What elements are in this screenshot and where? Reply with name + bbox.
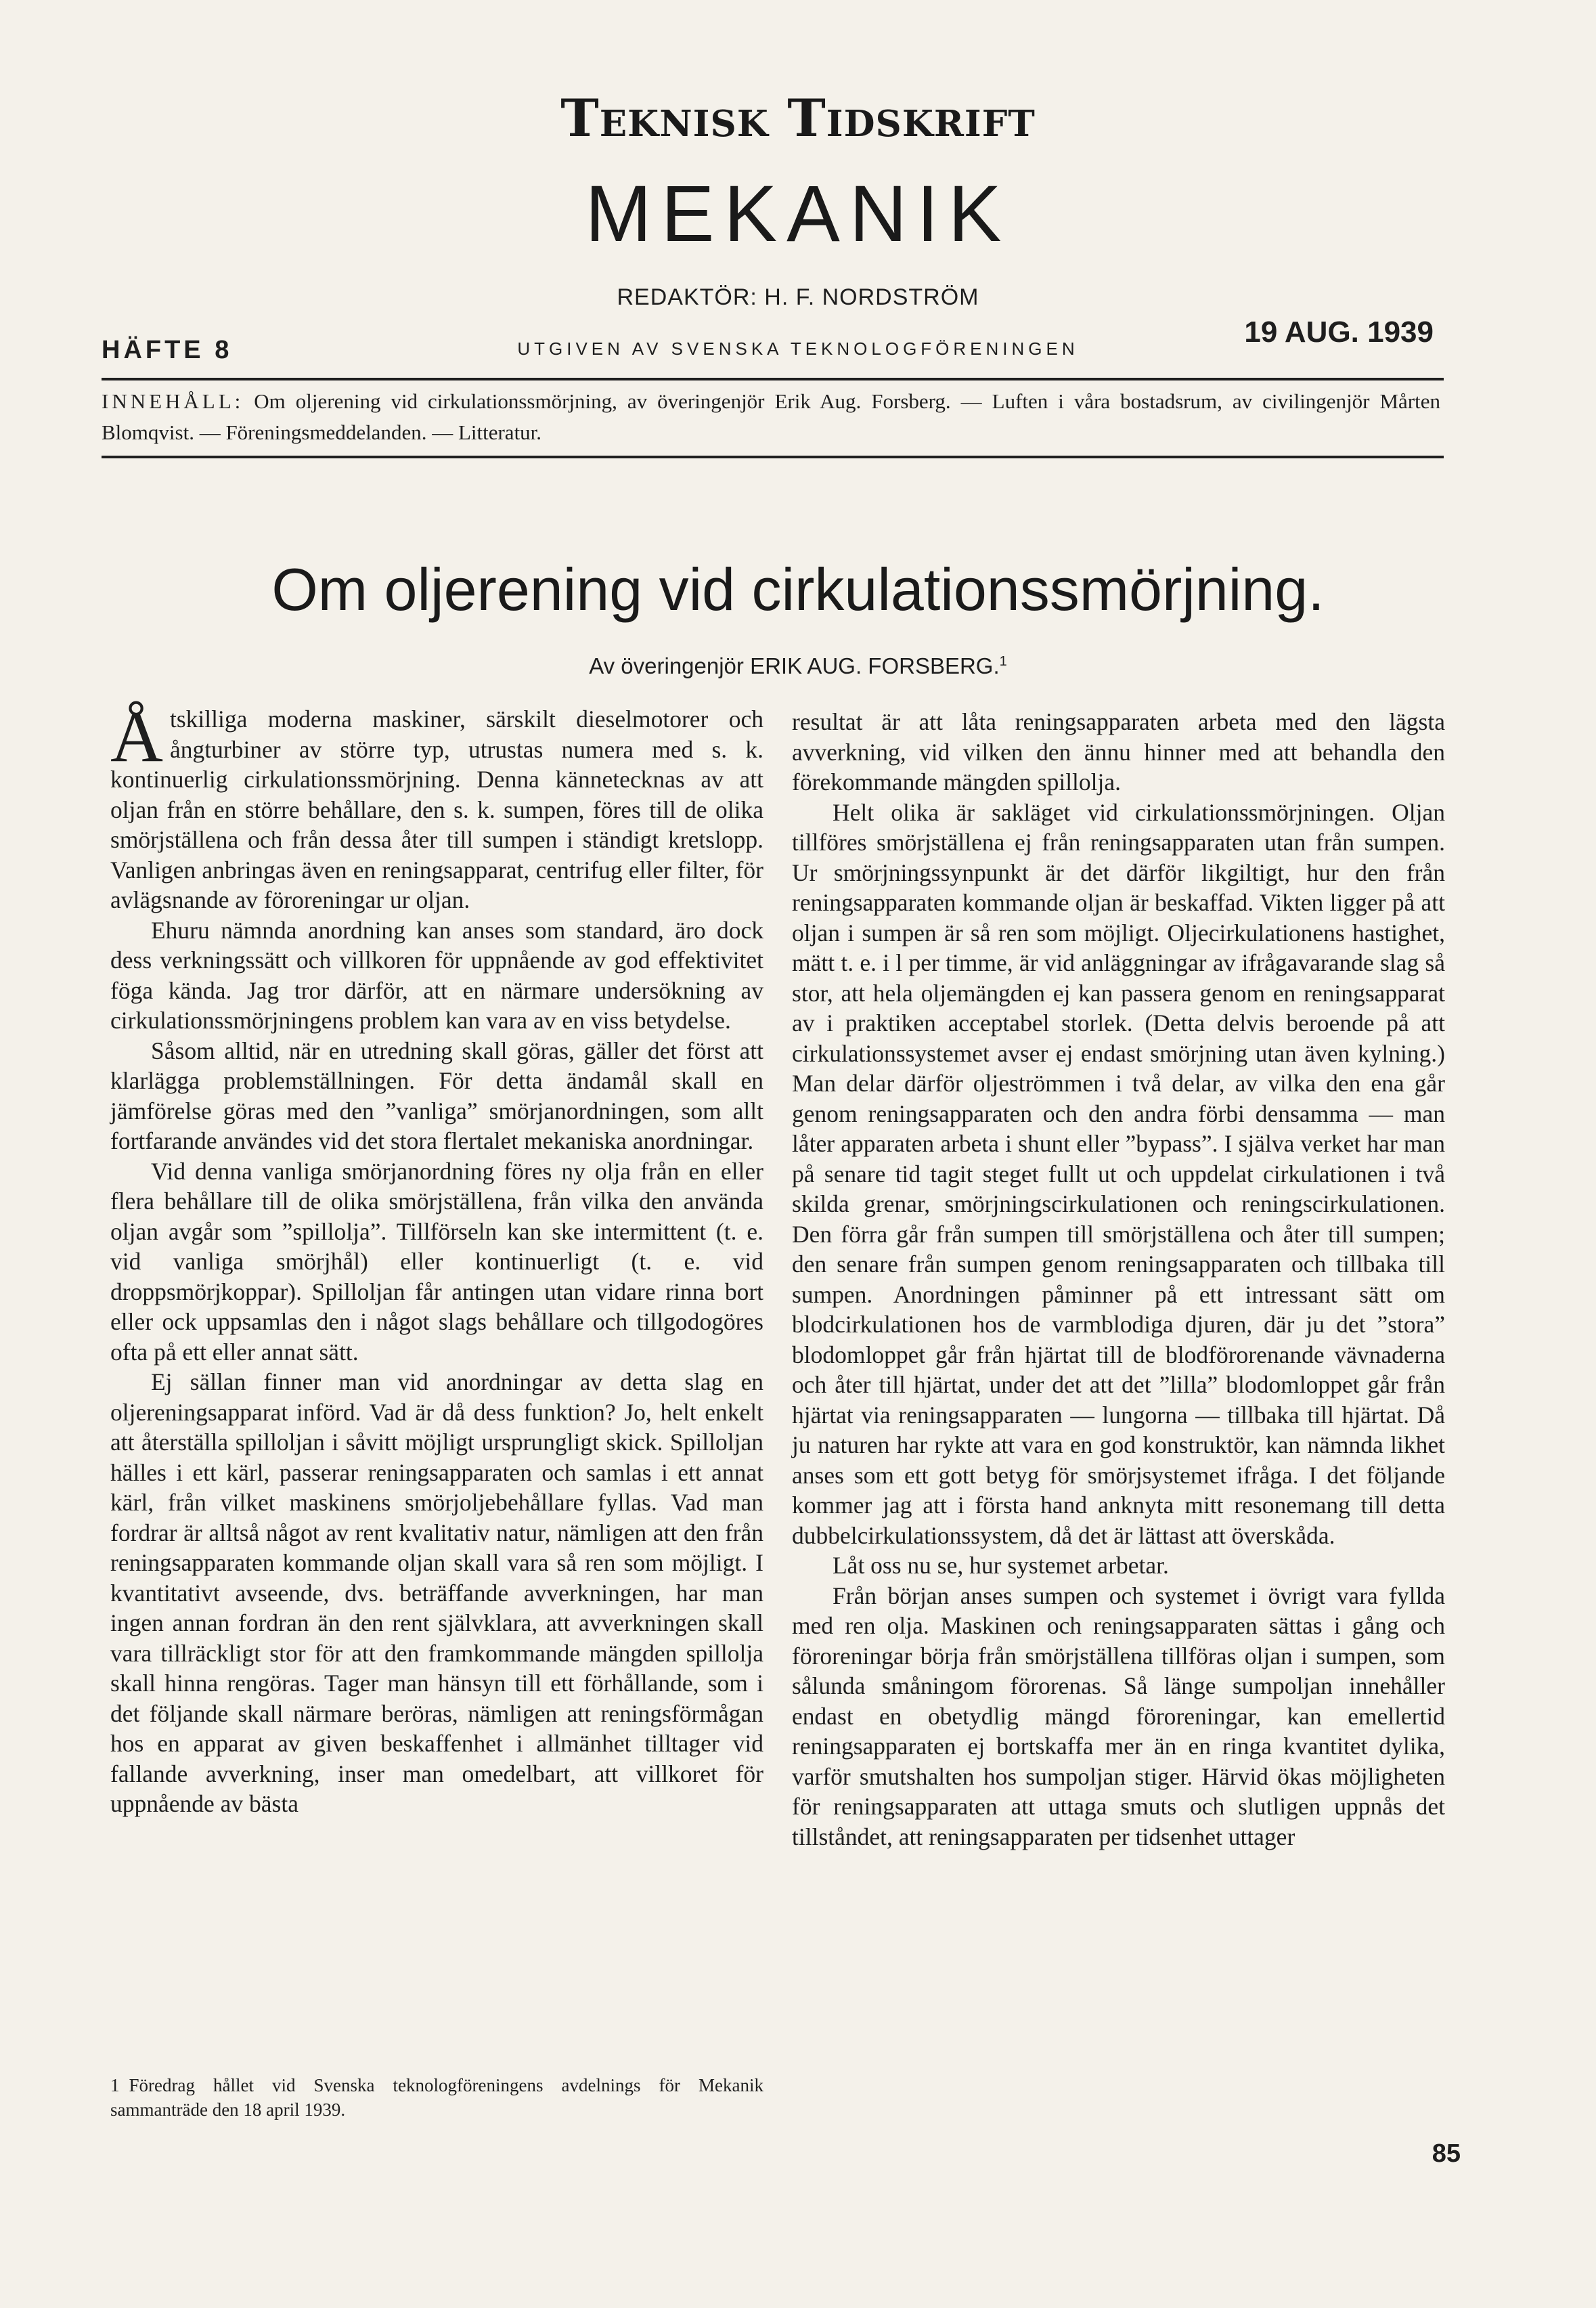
paragraph: Från början anses sumpen och systemet i övrigt vara fyllda med ren olja. Maskinen och reningsapparaten sättas i gång och föroreningar börja från smörjställena tillföras oljan i sumpen, som sålunda småningom förorenas. Så länge sumpoljan innehåller endast en obetydlig mängd föroreningar, kan emellertid reningsapparaten ej bortskaffa mer än en ringa kvantitet dylika, varför smutshalten hos sumpoljan stiger. Härvid ökas möjligheten för reningsapparaten att uttaga smuts och slutligen uppnås det tillståndet, att reningsapparaten per tidsenhet uttager bbox=[792, 1582, 1445, 1850]
editor-line: REDAKTÖR: H. F. NORDSTRÖM bbox=[617, 284, 979, 310]
paragraph: Ej sällan finner man vid anordningar av detta slag en oljereningsapparat införd. Vad är då dess funktion? Jo, helt enkelt att återställa spilloljan i såvitt möjligt ursprungligt skick. Spilloljan hälles i ett kärl, passerar reningsapparaten och samlas i ett annat kärl, från vilket maskinens smörjoljebehållare fyllas. Vad man fordrar är alltså något av rent kvalitativ natur, nämligen att den från reningsapparaten kommande oljan skall vara så ren som möjligt. I kvantitativt avseende, dvs. beträffande avverkningen, har man ingen annan fordran än den rent självklara, att avverkningen skall vara tillräckligt stor för att den framkommande mängden spillolja skall hinna rengöras. Tager man hänsyn till ett förhållande, som i det följande skall närmare beröras, nämligen att reningsförmågan hos en apparat av given beskaffenhet i allmänhet tilltager vid fallande avverkning, inser man omedelbart, att villkoret för uppnående av bästa bbox=[110, 1368, 763, 1817]
footnote-text: Föredrag hållet vid Svenska teknologföreningens avdelnings för Mekanik sammanträde den 18 april 1939. bbox=[110, 2075, 763, 2120]
article-title: Om oljerening vid cirkulationssmörjning. bbox=[271, 556, 1325, 623]
page-number: 85 bbox=[1432, 2139, 1461, 2168]
byline-footnote-mark: 1 bbox=[999, 654, 1007, 669]
contents-top-rule bbox=[102, 378, 1444, 380]
issue-date: 19 AUG. 1939 bbox=[1244, 315, 1434, 349]
footnote-mark: 1 bbox=[110, 2075, 120, 2095]
contents-text: Om oljerening vid cirkulationssmörjning, av överingenjör Erik Aug. Forsberg. — Luften i våra bostadsrum, av civilingenjör Mårten Blomqvist. — Föreningsmeddelanden. — Litteratur. bbox=[102, 389, 1441, 444]
paragraph-text: tskilliga moderna maskiner, särskilt dieselmotorer och ångturbiner av större typ, utrustas numera med s. k. kontinuerlig cirkulationssmörjning. Denna kännetecknas av att oljan från en större behållare, den s. k. sumpen, föres till de olika smörjställena och från dessa åter till sumpen i ständigt kretslopp. Vanligen anbringas även en reningsapparat, centrifug eller filter, för avlägsnande av föroreningar ur oljan. bbox=[110, 705, 763, 913]
byline-text: Av överingenjör ERIK AUG. FORSBERG. bbox=[589, 653, 1000, 678]
journal-title: Teknisk Tidskrift bbox=[560, 88, 1036, 148]
paragraph: Ehuru nämnda anordning kan anses som standard, äro dock dess verkningssätt och villkoren för uppnående av god effektivitet föga kända. Jag tror därför, att en närmare undersökning av cirkulationssmörjningens problem kan vara av en viss betydelse. bbox=[110, 916, 763, 1034]
section-title: MEKANIK bbox=[585, 169, 1011, 259]
paragraph: resultat är att låta reningsapparaten arbeta med den lägsta avverkning, vid vilken den ännu hinner med att behandla den förekommande mängden spillolja. bbox=[792, 708, 1445, 796]
paragraph: Såsom alltid, när en utredning skall göras, gäller det först att klarlägga problemställningen. För detta ändamål skall en jämförelse göras med den ”vanliga” smörjanordningen, som allt fortfarande användes vid det stora flertalet mekaniska anordningar. bbox=[110, 1037, 763, 1154]
contents-bottom-rule bbox=[102, 456, 1444, 458]
table-of-contents bbox=[102, 386, 1440, 448]
drop-cap: Å bbox=[110, 697, 163, 777]
publisher-line: UTGIVEN AV SVENSKA TEKNOLOGFÖRENINGEN bbox=[517, 339, 1079, 359]
paragraph: Låt oss nu se, hur systemet arbetar. bbox=[833, 1552, 1169, 1579]
paragraph: Helt olika är sakläget vid cirkulationssmörjningen. Oljan tillföres smörjställena ej från reningsapparaten utan från sumpen. Ur smörjningssynpunkt är det därför likgiltigt, hur den från reningsapparaten kommande oljan är beskaffad. Vikten ligger på att oljan i sumpen är så ren som möjligt. Oljecirkulationens hastighet, mätt t. e. i l per timme, är vid anläggningar av ifrågavarande slag så stor, att hela oljemängden ej kan passera genom en reningsapparat av i praktiken acceptabel storlek. (Detta delvis beroende på att cirkulationssystemet avser ej endast smörjning utan även kylning.) Man delar därför oljeströmmen i två delar, av vilka den ena går genom reningsapparaten och den andra förbi densamma — man låter apparaten arbeta i shunt eller ”bypass”. I själva verket har man på senare tid tagit steget fullt ut och uppdelat cirkulationen i två skilda grenar, smörjningscirkulationen och reningscirkulationen. Den förra går från sumpen till smörjställena och åter till sumpen; den senare från sumpen genom reningsapparaten och tillbaka till sumpen. Anordningen påminner på ett intressant sätt om blodcirkulationen hos de varmblodiga djuren, där ju det ”stora” blodomloppet går från hjärtat till de blodförorenande vävnaderna och åter till hjärtat, under det att det ”lilla” blodomloppet går från hjärtat via reningsapparaten — lungorna — tillbaka till hjärtat. Då ju naturen har rykte att vara en god konstruktör, kan nämnda likhet anses som ett gott betyg för smörjsystemet ifråga. I det följande kommer jag att i första hand anknyta mitt resonemang till detta dubbelcirkulationssystem, då det är lättast att överskåda. bbox=[792, 798, 1445, 1549]
contents-label: INNEHÅLL: bbox=[102, 389, 244, 413]
article-byline bbox=[0, 653, 1596, 679]
paragraph: Vid denna vanliga smörjanordning föres ny olja från en eller flera behållare till de olika smörjställena, från vilka den använda oljan avgår som ”spillolja”. Tillförseln kan ske intermittent (t. e. vid vanliga smörjhål) eller kontinuerligt (t. e. vid droppsmörjkoppar). Spilloljan får antingen utan vidare rinna bort eller ock uppsamlas den i något slags behållare och tillgodogöres ofta på ett eller annat sätt. bbox=[110, 1157, 763, 1366]
article-column-right bbox=[792, 707, 1445, 1852]
paragraph bbox=[110, 697, 763, 915]
issue-label: HÄFTE 8 bbox=[102, 336, 233, 364]
footnote bbox=[110, 2073, 763, 2122]
article-column-left bbox=[110, 697, 763, 1819]
